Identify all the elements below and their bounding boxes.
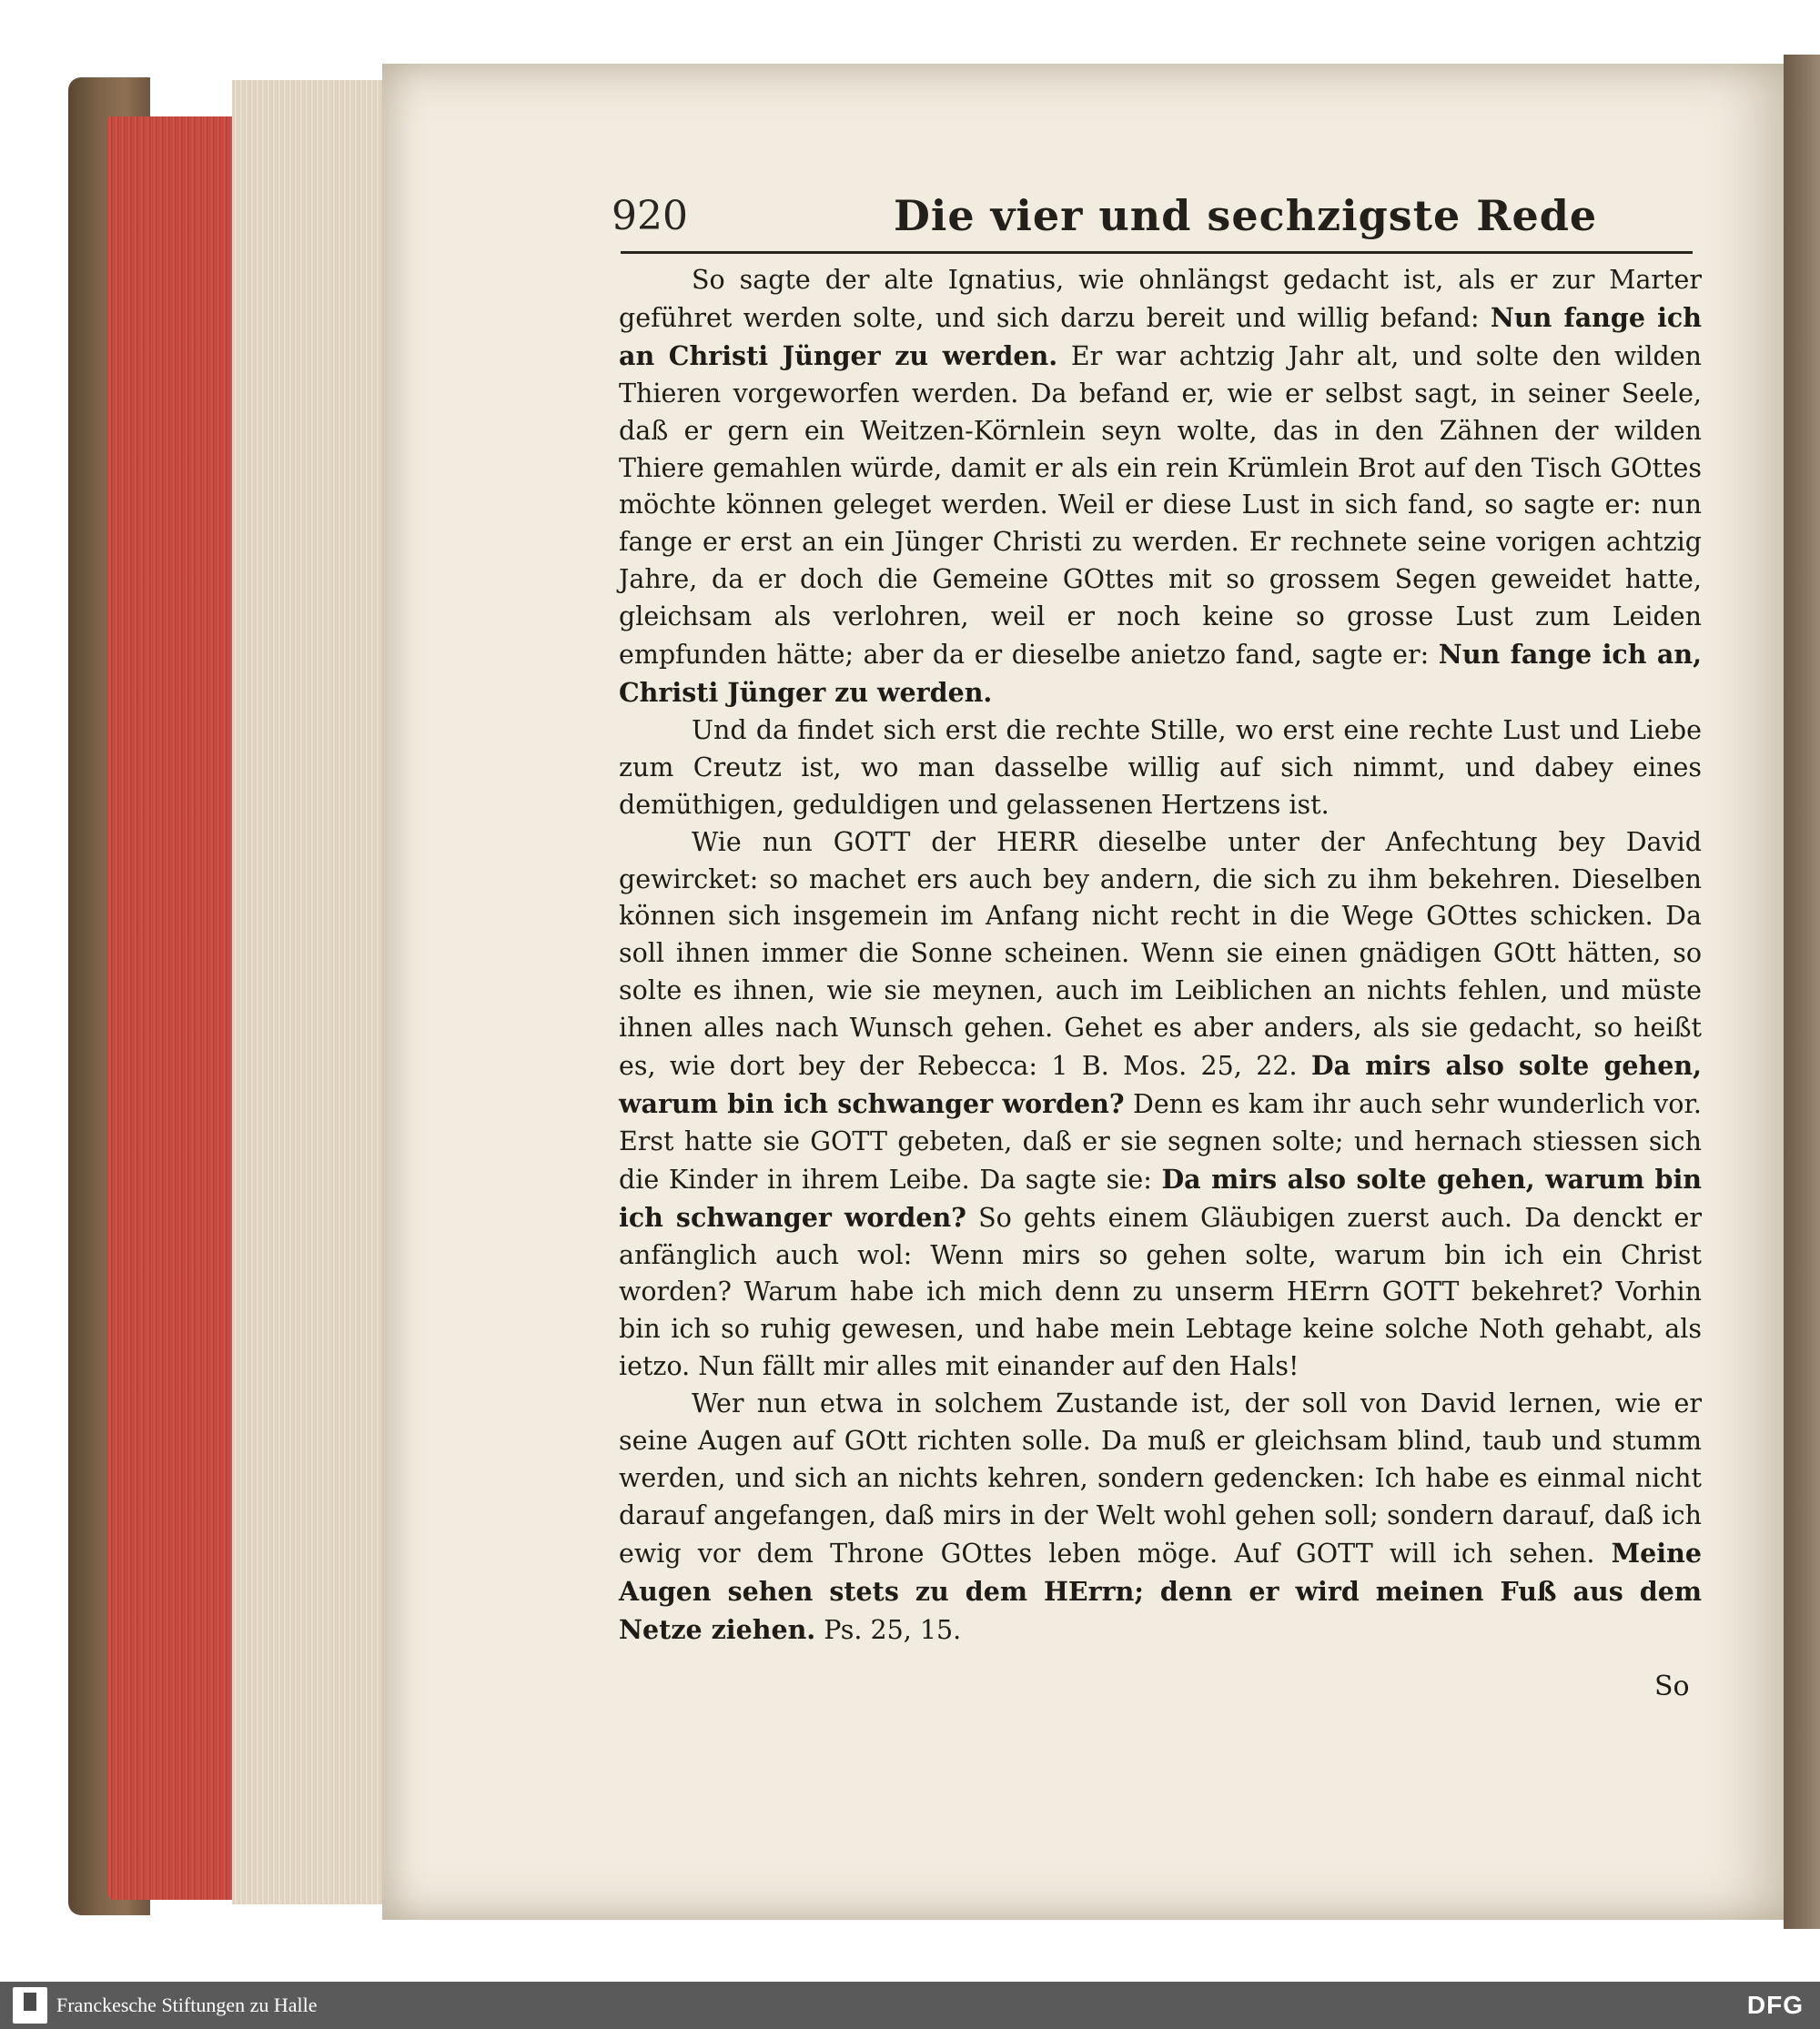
paragraph [619,824,1702,1387]
page-stack [232,80,405,1904]
emphasized-text: Da mirs also solte gehen, warum bin ich schwanger worden? [619,1050,1703,1119]
emphasized-text: Nun fange ich an, Christi Jünger zu werden. [619,639,1702,708]
page-number: 920 [612,193,688,239]
catchword: So [1654,1671,1690,1702]
page-header [612,193,1694,249]
body-text [619,262,1702,1650]
emphasized-text: Meine Augen sehen stets zu dem HErrn; denn er wird meinen Fuß aus dem Netze ziehen. [619,1537,1702,1645]
red-page-edges [107,116,239,1900]
emphasized-text: Nun fange ich an Christi Jünger zu werden. [619,301,1702,371]
text-run: Und da findet sich erst die rechte Stille, wo erst eine rechte Lust und Liebe zum Creutz ist, wo man dasselbe willig auf sich nimmt, und dabey eines demüthigen, geduldigen und gelassenen Hertzens ist. [619,714,1702,820]
paragraph [619,712,1702,824]
text-run: So sagte der alte Ignatius, wie ohnlängst gedacht ist, als er zur Marter geführet werden solte, und sich darzu bereit und willig befand: [619,265,1702,333]
text-run: Wie nun GOTT der HERR dieselbe unter der Anfechtung bey David gewircket: so machet ers auch bey andern, die sich zu ihm bekehren. Dieselben können sich insgemein im Anfang nicht recht in die Wege GOttes schicken. Da soll ihnen immer die Sonne scheinen. Wenn sie einen gnädigen GOtt hätten, so solte es ihnen, wie sie meynen, auch im Leiblichen an nichts fehlen, und müste ihnen alles nach Wunsch gehen. Gehet es aber anders, als sie gedacht, so heißt es, wie dort bey der Rebecca: 1 B. Mos. 25, 22. [619,826,1702,1082]
facing-page-edge [1784,55,1820,1929]
header-rule [621,251,1693,254]
text-run: So gehts einem Gläubigen zuerst auch. Da denckt er anfänglich auch wol: Wenn mirs so gehen solte, warum bin ich ein Christ worden? Warum habe ich mich denn zu unserm HErrn GOTT bekehret? Vorhin bin ich so ruhig gewesen, und habe mein Lebtage keine solche Noth gehabt, als ietzo. Nun fällt mir alles mit einander auf den Hals! [619,1202,1702,1382]
paragraph [619,262,1702,712]
running-head: Die vier und sechzigste Rede [894,191,1598,240]
institution-logo-icon [13,1987,47,2024]
institution-name: Franckesche Stiftungen zu Halle [56,1994,318,2016]
text-run: Wer nun etwa in solchem Zustande ist, der soll von David lernen, wie er seine Augen auf GOtt richten solle. Da muß er gleichsam blind, taub und stumm werden, und sich an nichts kehren, sondern gedencken: Ich habe es einmal nicht darauf angefangen, daß mirs in der Welt wohl gehen soll; sondern darauf, daß ich ewig vor dem Throne GOttes leben möge. Auf GOTT will ich sehen. [619,1388,1702,1569]
viewer-footer [0,1982,1820,2029]
text-run: Denn es kam ihr auch sehr wunderlich vor. Erst hatte sie GOTT gebeten, daß er sie segnen solte; und hernach stiessen sich die Kinder in ihrem Leibe. Da sagte sie: [619,1088,1702,1195]
text-run: Ps. 25, 15. [815,1614,962,1645]
dfg-logo: DFG [1746,1991,1804,2019]
text-run: Er war achtzig Jahr alt, und solte den wilden Thieren vorgeworfen werden. Da befand er, wie er selbst sagt, in seiner Seele, daß er gern ein Weitzen-Körnlein seyn wolte, das in den Zähnen der wilden Thiere gemahlen würde, damit er als ein rein Krümlein Brot auf den Tisch GOttes möchte können geleget werden. Weil er diese Lust in sich fand, so sagte er: nun fange er erst an ein Jünger Christi zu werden. Er rechnete seine vorigen achtzig Jahre, da er doch die Gemeine GOttes mit so grossem Segen geweidet hatte, gleichsam als verlohren, weil er noch keine so grosse Lust zum Leiden empfunden hätte; aber da er dieselbe anietzo fand, sagte er: [619,340,1702,671]
emphasized-text: Da mirs also solte gehen, warum bin ich schwanger worden? [619,1163,1702,1233]
paragraph [619,1386,1702,1649]
